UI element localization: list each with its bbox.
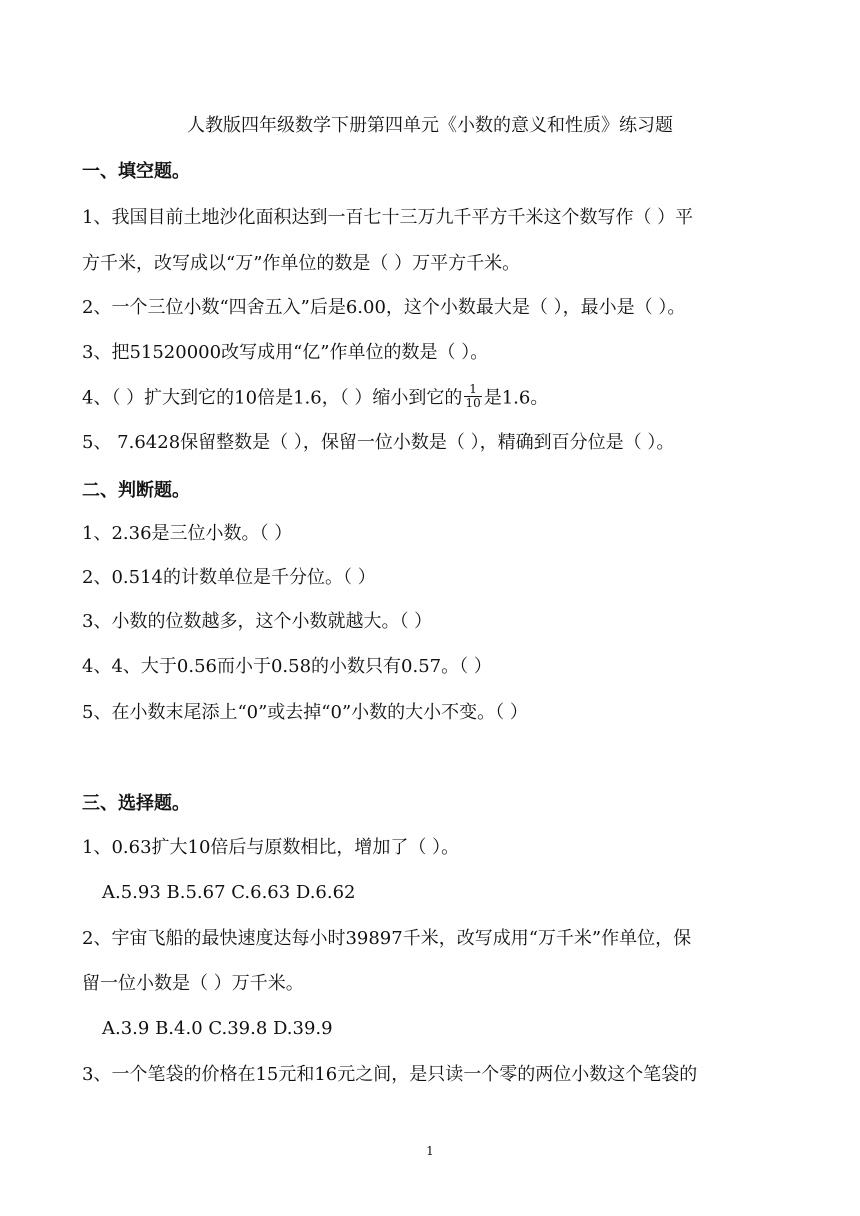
question-fill-1-line1: 1、我国目前土地沙化面积达到一百七十三万九千平方千米这个数写作（ ）平 (82, 207, 694, 228)
question-fill-1-line2: 方千米，改写成以“万”作单位的数是（ ）万平方千米。 (82, 253, 521, 274)
section-heading-multiple-choice: 三、选择题。 (82, 793, 190, 814)
question-mc-2-line1: 2、宇宙飞船的最快速度达每小时39897千米，改写成用“万千米”作单位，保 (82, 928, 692, 949)
question-fill-5: 5、 7.6428保留整数是（ ），保留一位小数是（ ），精确到百分位是（ ）。 (82, 432, 675, 453)
question-tf-5: 5、在小数末尾添上“0”或去掉“0”小数的大小不变。（ ） (82, 702, 528, 723)
question-tf-4: 4、4、大于0.56而小于0.58的小数只有0.57。（ ） (82, 656, 492, 677)
question-tf-1: 1、2.36是三位小数。（ ） (82, 523, 293, 544)
question-tf-3: 3、小数的位数越多，这个小数就越大。（ ） (82, 611, 433, 632)
question-mc-1: 1、0.63扩大10倍后与原数相比，增加了（ ）。 (82, 837, 460, 858)
question-mc-2-line2: 留一位小数是（ ）万千米。 (82, 973, 304, 994)
question-fill-4-after: 是1.6。 (483, 387, 549, 409)
fraction-one-tenth (464, 383, 481, 410)
question-fill-4-before: 4、（ ）扩大到它的10倍是1.6，（ ）缩小到它的 (82, 387, 463, 409)
fraction-denominator: 10 (465, 396, 481, 410)
section-heading-true-false: 二、判断题。 (82, 480, 190, 501)
section-heading-fill-in: 一、填空题。 (82, 161, 190, 182)
question-mc-3-line1: 3、一个笔袋的价格在15元和16元之间，是只读一个零的两位小数这个笔袋的 (82, 1064, 698, 1085)
question-fill-4 (82, 382, 549, 412)
page-number: 1 (426, 1144, 434, 1158)
fraction-numerator: 1 (464, 383, 481, 397)
question-tf-2: 2、0.514的计数单位是千分位。（ ） (82, 567, 376, 588)
page-title: 人教版四年级数学下册第四单元《小数的意义和性质》练习题 (187, 115, 673, 136)
question-fill-2: 2、一个三位小数“四舍五入”后是6.00，这个小数最大是（ ），最小是（ ）。 (82, 297, 686, 318)
question-fill-3: 3、把51520000改写成用“亿”作单位的数是（ ）。 (82, 342, 489, 363)
question-mc-2-options: A.3.9 B.4.0 C.39.8 D.39.9 (102, 1018, 333, 1039)
question-mc-1-options: A.5.93 B.5.67 C.6.63 D.6.62 (102, 882, 356, 903)
